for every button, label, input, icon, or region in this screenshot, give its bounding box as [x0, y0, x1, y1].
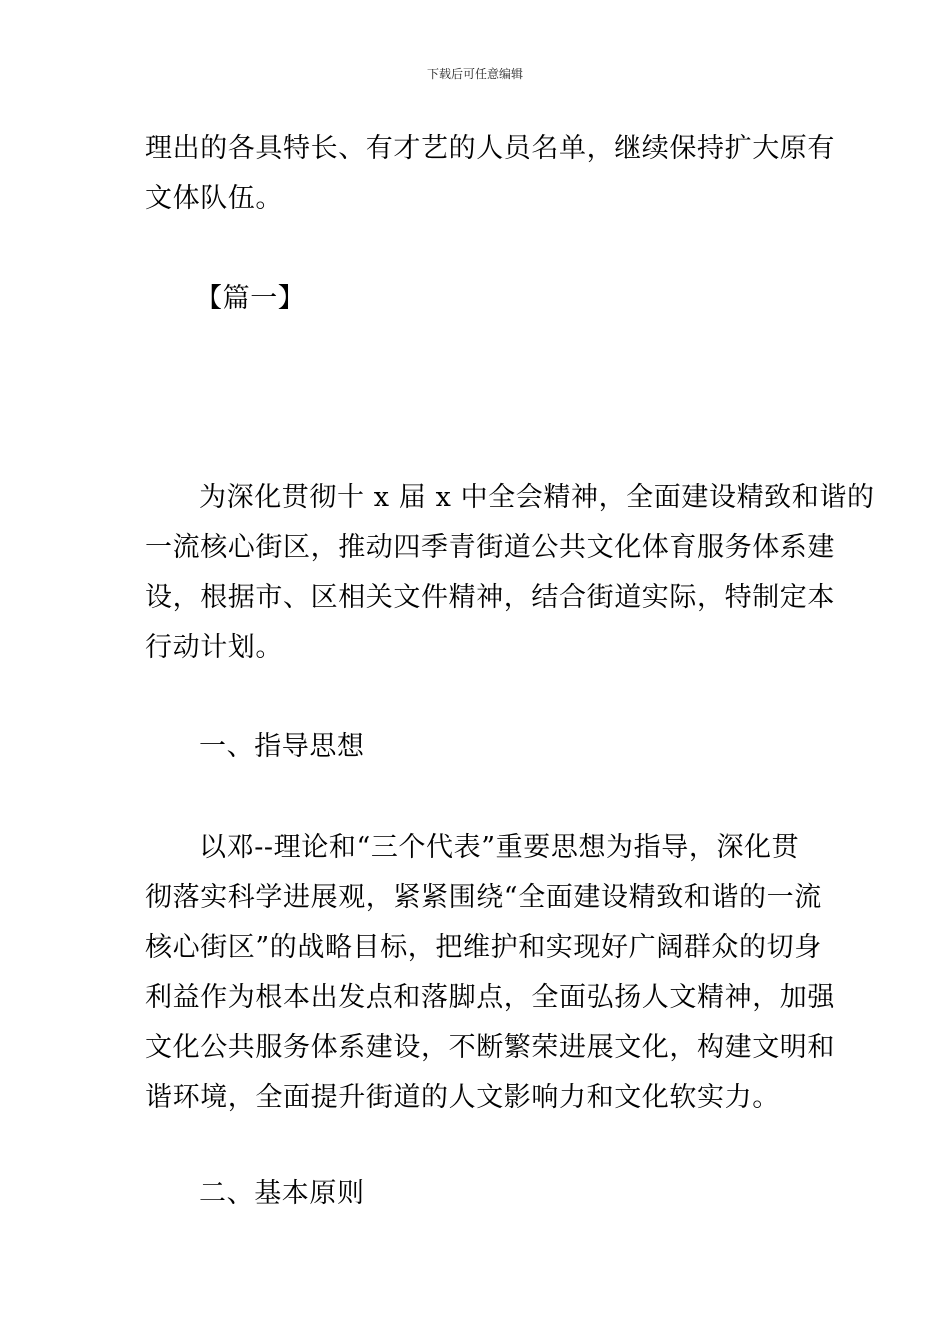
intro-paragraph: [145, 124, 835, 224]
text-line: 为深化贯彻十 x 届 x 中全会精神，全面建设精致和谐的: [199, 482, 875, 513]
paragraph-2: [145, 823, 835, 1123]
text-line: 利益作为根本出发点和落脚点，全面弘扬人文精神，加强: [145, 982, 835, 1013]
text-line: 理出的各具特长、有才艺的人员名单，继续保持扩大原有: [145, 133, 835, 164]
heading-basic-principles: 二、基本原则: [199, 1178, 365, 1209]
text-line: 谐环境，全面提升街道的人文影响力和文化软实力。: [145, 1082, 780, 1113]
paragraph-1: [145, 473, 875, 673]
section-tag: 【篇一】: [195, 283, 306, 314]
text-line: 核心街区”的战略目标，把维护和实现好广阔群众的切身: [145, 932, 822, 963]
text-line: 彻落实科学进展观，紧紧围绕“全面建设精致和谐的一流: [145, 882, 822, 913]
text-line: 以邓--理论和“三个代表”重要思想为指导，深化贯: [199, 832, 800, 863]
text-line: 文体队伍。: [145, 183, 283, 214]
page-header-note: 下载后可任意编辑: [426, 67, 523, 81]
heading-guiding-ideology: 一、指导思想: [199, 731, 365, 762]
text-line: 行动计划。: [145, 632, 283, 663]
text-line: 文化公共服务体系建设，不断繁荣进展文化，构建文明和: [145, 1032, 835, 1063]
text-line: 设，根据市、区相关文件精神，结合街道实际，特制定本: [145, 582, 835, 613]
text-line: 一流核心街区，推动四季青街道公共文化体育服务体系建: [145, 532, 835, 563]
